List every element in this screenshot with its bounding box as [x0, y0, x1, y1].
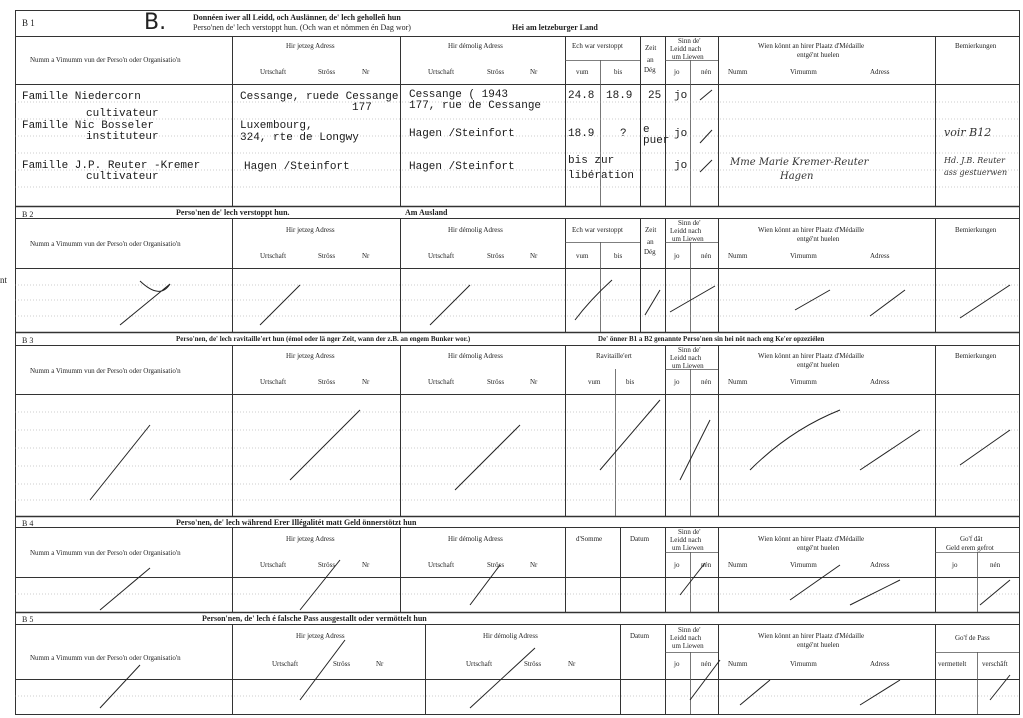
b4-nr: Nr: [362, 561, 370, 569]
b5-title: Person'nen, de' lech é falsche Pass ausgestallt oder vermöttelt hun: [202, 614, 427, 623]
b1-hidden-header: Ech war verstoppt: [572, 42, 623, 50]
b2-medal1: Wien könnt an hirer Plaatz d'Médaille: [758, 226, 865, 234]
b4-geld-nen: nén: [990, 561, 1001, 569]
b2-zeit: Zeit: [645, 226, 657, 234]
b4-vimumm: Virnumm: [790, 561, 817, 569]
b5-adress: Adress: [870, 660, 890, 668]
b5-pass-header: Go'f de Pass: [955, 634, 990, 642]
b4-jo: jo: [674, 561, 680, 569]
b1-remarks: Bemierkungen: [955, 42, 997, 50]
b3-sinn1: Sinn de': [678, 346, 701, 354]
b3-current-header: Hir jetzeg Adress: [286, 352, 335, 360]
b5-datum-header: Datum: [630, 632, 650, 640]
b1-medal1: Wien könnt an hirer Plaatz d'Médaille: [758, 42, 865, 50]
b1-row2-name: cultivateur: [86, 108, 159, 120]
b2-former-stross: Ströss: [487, 252, 505, 260]
b5-former-header: Hir démolig Adress: [483, 632, 538, 640]
b5-medal1: Wien könnt an hirer Plaatz d'Médaille: [758, 632, 865, 640]
b3-medal1: Wien könnt an hirer Plaatz d'Médaille: [758, 352, 865, 360]
b5-verschaft: verschâft: [982, 660, 1008, 668]
b3-numm: Numm: [728, 378, 748, 386]
b3-nr: Nr: [362, 378, 370, 386]
b2-medal2: entgé'nt huelen: [797, 235, 840, 243]
b1-row2-current: Luxembourg,: [240, 120, 313, 132]
b2-remarks: Bemierkungen: [955, 226, 997, 234]
b3-nen: nén: [701, 378, 712, 386]
b5-sinn1: Sinn de': [678, 626, 701, 634]
b4-numm: Numm: [728, 561, 748, 569]
b4-geld-header: Go'f dât: [960, 535, 983, 543]
b1-sinn1: Sinn de': [678, 37, 701, 45]
b1-former-stross: Ströss: [487, 68, 505, 76]
b4-geld-jo: jo: [952, 561, 958, 569]
b1-bis: bis: [614, 68, 623, 76]
b2-title: Perso'nen de' lech verstoppt hun.: [176, 208, 290, 217]
b1-zeit: Zeit: [645, 44, 657, 52]
b1-row3-remark2: ass gestuerwen: [944, 168, 1008, 177]
b2-former-nr: Nr: [530, 252, 538, 260]
b4-somme-header: d'Somme: [576, 535, 603, 543]
b1-row2-to: ?: [620, 128, 627, 140]
b2-current-header: Hir jetzeg Adress: [286, 226, 335, 234]
b2-name-header: Numm a Vimumm vun der Perso'n oder Organisatio'n: [30, 240, 181, 248]
b2-deg: Dég: [644, 248, 656, 256]
b1-row2-current2: 324, rte de Longwy: [240, 132, 359, 144]
b4-urtschaft: Urtschaft: [260, 561, 287, 569]
b1-row1-current: Cessange, ruede Cessange: [240, 91, 399, 103]
b3-name-header: Numm a Vimumm vun der Perso'n oder Organisatio'n: [30, 367, 181, 375]
b1-stross: Ströss: [318, 68, 336, 76]
b1-row1-from: 24.8: [568, 90, 595, 102]
b1-row3-name: Famille J.P. Reuter -Kremer: [22, 160, 201, 172]
b1-row1-jo: jo: [674, 90, 688, 102]
b1-an: an: [647, 56, 654, 64]
b2-urtschaft: Urtschaft: [260, 252, 287, 260]
b2-code: B 2: [22, 210, 34, 219]
b1-row3-from2: libération: [568, 170, 635, 182]
b3-former-urtschaft: Urtschaft: [428, 378, 455, 386]
b4-adress: Adress: [870, 561, 890, 569]
b1-medal2: entgé'nt huelen: [797, 51, 840, 59]
b2-sinn3: um Liewen: [672, 235, 704, 243]
b4-datum-header: Datum: [630, 535, 650, 543]
b1-row3-from: bis zur: [568, 155, 615, 167]
b2-vimumm: Virnumm: [790, 252, 817, 260]
b1-row1-days: 25: [648, 90, 662, 102]
b5-sinn2: Leidd nach: [670, 634, 702, 642]
b3-jo: jo: [674, 378, 680, 386]
b4-name-header: Numm a Vimumm vun der Perso'n oder Organisatio'n: [30, 549, 181, 557]
form-letter: B.: [144, 10, 167, 35]
b1-current-header: Hir jetzeg Adress: [286, 42, 335, 50]
b1-former-nr: Nr: [530, 68, 538, 76]
b5-urtschaft: Urtschaft: [272, 660, 299, 668]
b1-row3-former: Hagen /Steinfort: [409, 161, 515, 173]
b2-jo: jo: [674, 252, 680, 260]
b3-sinn3: um Liewen: [672, 362, 704, 370]
b3-bis: bis: [626, 378, 635, 386]
b1-adress: Adress: [870, 68, 890, 76]
b2-title-2: Am Ausland: [405, 208, 448, 217]
b3-title-2: De' önner B1 a B2 genannte Perso'nen sin hei nöt nach eng Ke'er opzeziélen: [598, 335, 825, 343]
b1-row2-remark: voir B12: [944, 126, 992, 139]
b1-row1-name: Famille Niedercorn: [22, 91, 141, 103]
b3-former-stross: Ströss: [487, 378, 505, 386]
b2-numm: Numm: [728, 252, 748, 260]
b4-nen: nén: [701, 561, 712, 569]
b5-sinn3: um Liewen: [672, 642, 704, 650]
b3-title: Perso'nen, de' lech ravitaille'ert hun (émol oder lä nger Zeit, wann der z.B. an engem Bunker wor.): [176, 335, 471, 343]
margin-fragment: nt: [0, 275, 8, 285]
b4-former-stross: Ströss: [487, 561, 505, 569]
b2-stross: Ströss: [318, 252, 336, 260]
b1-title-2: Perso'nen de' lech verstoppt hun. (Och wan et nömmen én Dag wor): [193, 23, 411, 32]
b1-row1-former2: 177, rue de Cessange: [409, 100, 542, 112]
b1-former-urtschaft: Urtschaft: [428, 68, 455, 76]
b5-current-header: Hir jetzeg Adress: [296, 632, 345, 640]
b1-row1-current2: 177: [352, 102, 372, 114]
b5-nr: Nr: [376, 660, 384, 668]
b1-row3-medal2: Hagen: [780, 171, 814, 182]
b5-code: B 5: [22, 615, 34, 624]
b2-adress: Adress: [870, 252, 890, 260]
b5-nen: nén: [701, 660, 712, 668]
b1-row2-from: 18.9: [568, 128, 595, 140]
b1-row1-former: Cessange ( 1943: [409, 89, 509, 101]
b4-medal2: entgé'nt huelen: [797, 544, 840, 552]
b3-medal2: entgé'nt huelen: [797, 361, 840, 369]
b2-hidden-header: Ech war verstoppt: [572, 226, 623, 234]
b1-row2-jo: jo: [674, 128, 688, 140]
b2-nr: Nr: [362, 252, 370, 260]
b1-sinn3: um Liewen: [672, 53, 704, 61]
b3-remarks: Bemierkungen: [955, 352, 997, 360]
b3-former-nr: Nr: [530, 378, 538, 386]
b4-title: Perso'nen, de' lech während Erer Illégalitét matt Geld önnerstötzt hun: [176, 518, 417, 527]
b1-row3-jo: jo: [674, 160, 688, 172]
b1-row2-name3: instituteur: [86, 131, 159, 143]
b1-nen: nén: [701, 68, 712, 76]
b1-row2-name2: Famille Nic Bosseler: [22, 120, 155, 132]
b3-urtschaft: Urtschaft: [260, 378, 287, 386]
b2-vum: vum: [576, 252, 589, 260]
b2-bis: bis: [614, 252, 623, 260]
b3-adress: Adress: [870, 378, 890, 386]
b1-former-header: Hir démolig Adress: [448, 42, 503, 50]
b4-code: B 4: [22, 519, 34, 528]
b5-stross: Ströss: [333, 660, 351, 668]
b1-row1-to: 18.9: [606, 90, 633, 102]
b1-name-header: Numm a Vimumm vun der Perso'n oder Organisatio'n: [30, 56, 181, 64]
b1-row2-days2: puer: [643, 135, 670, 147]
b2-sinn1: Sinn de': [678, 219, 701, 227]
b1-row2-former: Hagen /Steinfort: [409, 128, 515, 140]
b4-sinn2: Leidd nach: [670, 536, 702, 544]
b2-nen: nén: [701, 252, 712, 260]
b2-an: an: [647, 238, 654, 246]
b1-row2-days: e: [643, 124, 650, 136]
b3-stross: Ströss: [318, 378, 336, 386]
b2-former-header: Hir démolig Adress: [448, 226, 503, 234]
b5-former-urtschaft: Urtschaft: [466, 660, 493, 668]
b1-title-1: Donnéen iwer all Leidd, och Auslänner, de' lech geholleñ hun: [193, 13, 401, 22]
b4-sinn3: um Liewen: [672, 544, 704, 552]
b4-stross: Ströss: [318, 561, 336, 569]
b3-vum: vum: [588, 378, 601, 386]
b5-vimumm: Virnumm: [790, 660, 817, 668]
b1-nr: Nr: [362, 68, 370, 76]
b1-code: B 1: [22, 18, 35, 28]
b5-medal2: entgé'nt huelen: [797, 641, 840, 649]
b3-former-header: Hir démolig Adress: [448, 352, 503, 360]
b5-name-header: Numm a Vimumm vun der Perso'n oder Organisatio'n: [30, 654, 181, 662]
b5-jo: jo: [674, 660, 680, 668]
b3-vimumm: Virnumm: [790, 378, 817, 386]
b4-geld-header-2: Geld erem gefrot: [946, 544, 994, 552]
b1-sinn2: Leidd nach: [670, 45, 702, 53]
b2-sinn2: Leidd nach: [670, 227, 702, 235]
b3-rav-header: Ravitaille'ert: [596, 352, 632, 360]
b4-current-header: Hir jetzeg Adress: [286, 535, 335, 543]
b1-jo: jo: [674, 68, 680, 76]
b1-row3-medal: Mme Marie Kremer-Reuter: [730, 157, 869, 168]
b1-row3-remark: Hd. J.B. Reuter: [944, 156, 1005, 165]
b4-medal1: Wien könnt an hirer Plaatz d'Médaille: [758, 535, 865, 543]
b1-title-2b: Hei am letzeburger Land: [512, 23, 598, 32]
b3-sinn2: Leidd nach: [670, 354, 702, 362]
b4-former-header: Hir démolig Adress: [448, 535, 503, 543]
b1-vum: vum: [576, 68, 589, 76]
b1-row3-current: Hagen /Steinfort: [244, 161, 350, 173]
b1-urtschaft: Urtschaft: [260, 68, 287, 76]
b5-former-stross: Ströss: [524, 660, 542, 668]
b1-numm: Numm: [728, 68, 748, 76]
b4-former-urtschaft: Urtschaft: [428, 561, 455, 569]
b5-numm: Numm: [728, 660, 748, 668]
b5-vermettelt: vermettelt: [938, 660, 967, 668]
b1-vimumm: Virnumm: [790, 68, 817, 76]
b4-sinn1: Sinn de': [678, 528, 701, 536]
b1-deg: Dég: [644, 66, 656, 74]
b4-former-nr: Nr: [530, 561, 538, 569]
b1-row3-name2: cultivateur: [86, 171, 159, 183]
b5-former-nr: Nr: [568, 660, 576, 668]
b3-code: B 3: [22, 336, 34, 345]
b2-former-urtschaft: Urtschaft: [428, 252, 455, 260]
